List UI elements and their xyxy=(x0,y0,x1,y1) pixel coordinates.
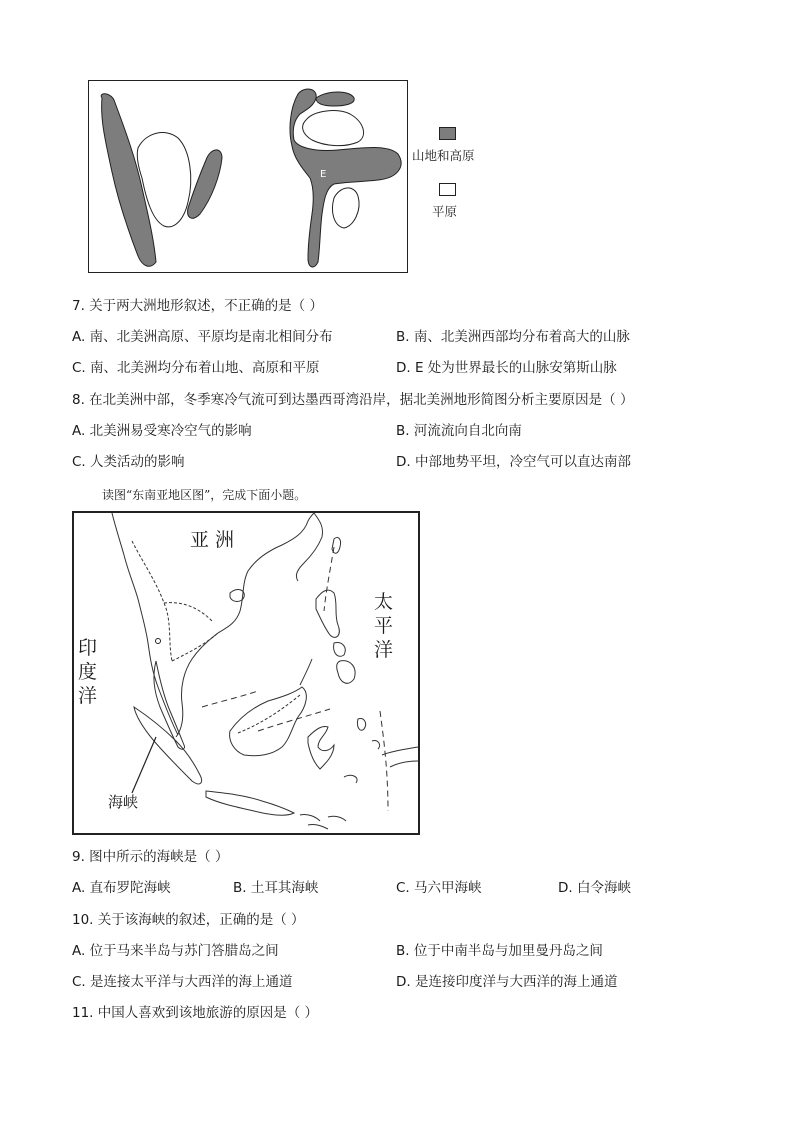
americas-terrain-figure xyxy=(88,80,408,273)
indian-label-char-1: 印 xyxy=(78,637,98,659)
question-8-stem: 8. 在北美洲中部，冬季寒冷气流可到达墨西哥湾沿岸，据北美洲地形简图分析主要原因是（ ） xyxy=(72,392,634,408)
plain-legend-swatch xyxy=(439,183,456,196)
question-11-stem: 11. 中国人喜欢到该地旅游的原因是（ ） xyxy=(72,1005,319,1021)
question-10-stem: 10. 关于该海峡的叙述，正确的是（ ） xyxy=(72,912,305,928)
pacific-label-char-3: 洋 xyxy=(374,639,394,661)
indian-label-char-2: 度 xyxy=(78,661,98,683)
city-marker xyxy=(156,639,161,644)
question-10-option-c[interactable]: C. 是连接太平洋与大西洋的海上通道 xyxy=(72,974,293,990)
americas-terrain-map xyxy=(88,80,408,273)
question-7-option-c[interactable]: C. 南、北美洲均分布着山地、高原和平原 xyxy=(72,360,320,376)
mountain-legend-swatch xyxy=(439,127,456,140)
question-7-option-d[interactable]: D. E 处为世界最长的山脉安第斯山脉 xyxy=(396,360,617,376)
question-9-option-b[interactable]: B. 土耳其海峡 xyxy=(233,880,319,896)
question-8-option-a[interactable]: A. 北美洲易受寒冷空气的影响 xyxy=(72,423,252,439)
question-9-option-c[interactable]: C. 马六甲海峡 xyxy=(396,880,482,896)
question-10-option-b[interactable]: B. 位于中南半岛与加里曼丹岛之间 xyxy=(396,943,603,959)
pacific-label-char-2: 平 xyxy=(374,615,394,637)
asia-label: 亚 洲 xyxy=(190,529,235,551)
indian-ocean-label xyxy=(78,636,100,708)
question-8-option-b[interactable]: B. 河流流向自北向南 xyxy=(396,423,522,439)
question-7-option-a[interactable]: A. 南、北美洲高原、平原均是南北相间分布 xyxy=(72,329,333,345)
question-10-option-d[interactable]: D. 是连接印度洋与大西洋的海上通道 xyxy=(396,974,618,990)
question-9-option-a[interactable]: A. 直布罗陀海峡 xyxy=(72,880,171,896)
question-8-option-d[interactable]: D. 中部地势平坦，冷空气可以直达南部 xyxy=(396,454,631,470)
mountain-legend-label: 山地和高原 xyxy=(412,148,475,163)
point-e-label: E xyxy=(320,169,327,180)
question-8-option-c[interactable]: C. 人类活动的影响 xyxy=(72,454,185,470)
question-7-stem: 7. 关于两大洲地形叙述，不正确的是（ ） xyxy=(72,298,323,314)
pacific-ocean-label xyxy=(374,590,396,662)
southeast-asia-figure xyxy=(72,511,420,835)
pacific-label-char-1: 太 xyxy=(374,591,394,613)
question-7-option-b[interactable]: B. 南、北美洲西部均分布着高大的山脉 xyxy=(396,329,630,345)
plain-legend-label: 平原 xyxy=(432,204,458,219)
question-9-stem: 9. 图中所示的海峡是（ ） xyxy=(72,849,229,865)
question-9-option-d[interactable]: D. 白令海峡 xyxy=(558,880,631,896)
southeast-asia-map xyxy=(72,511,420,835)
question-10-option-a[interactable]: A. 位于马来半岛与苏门答腊岛之间 xyxy=(72,943,279,959)
map-instruction: 读图“东南亚地区图”，完成下面小题。 xyxy=(102,488,307,502)
strait-label: 海峡 xyxy=(108,793,139,811)
indian-label-char-3: 洋 xyxy=(78,685,98,707)
